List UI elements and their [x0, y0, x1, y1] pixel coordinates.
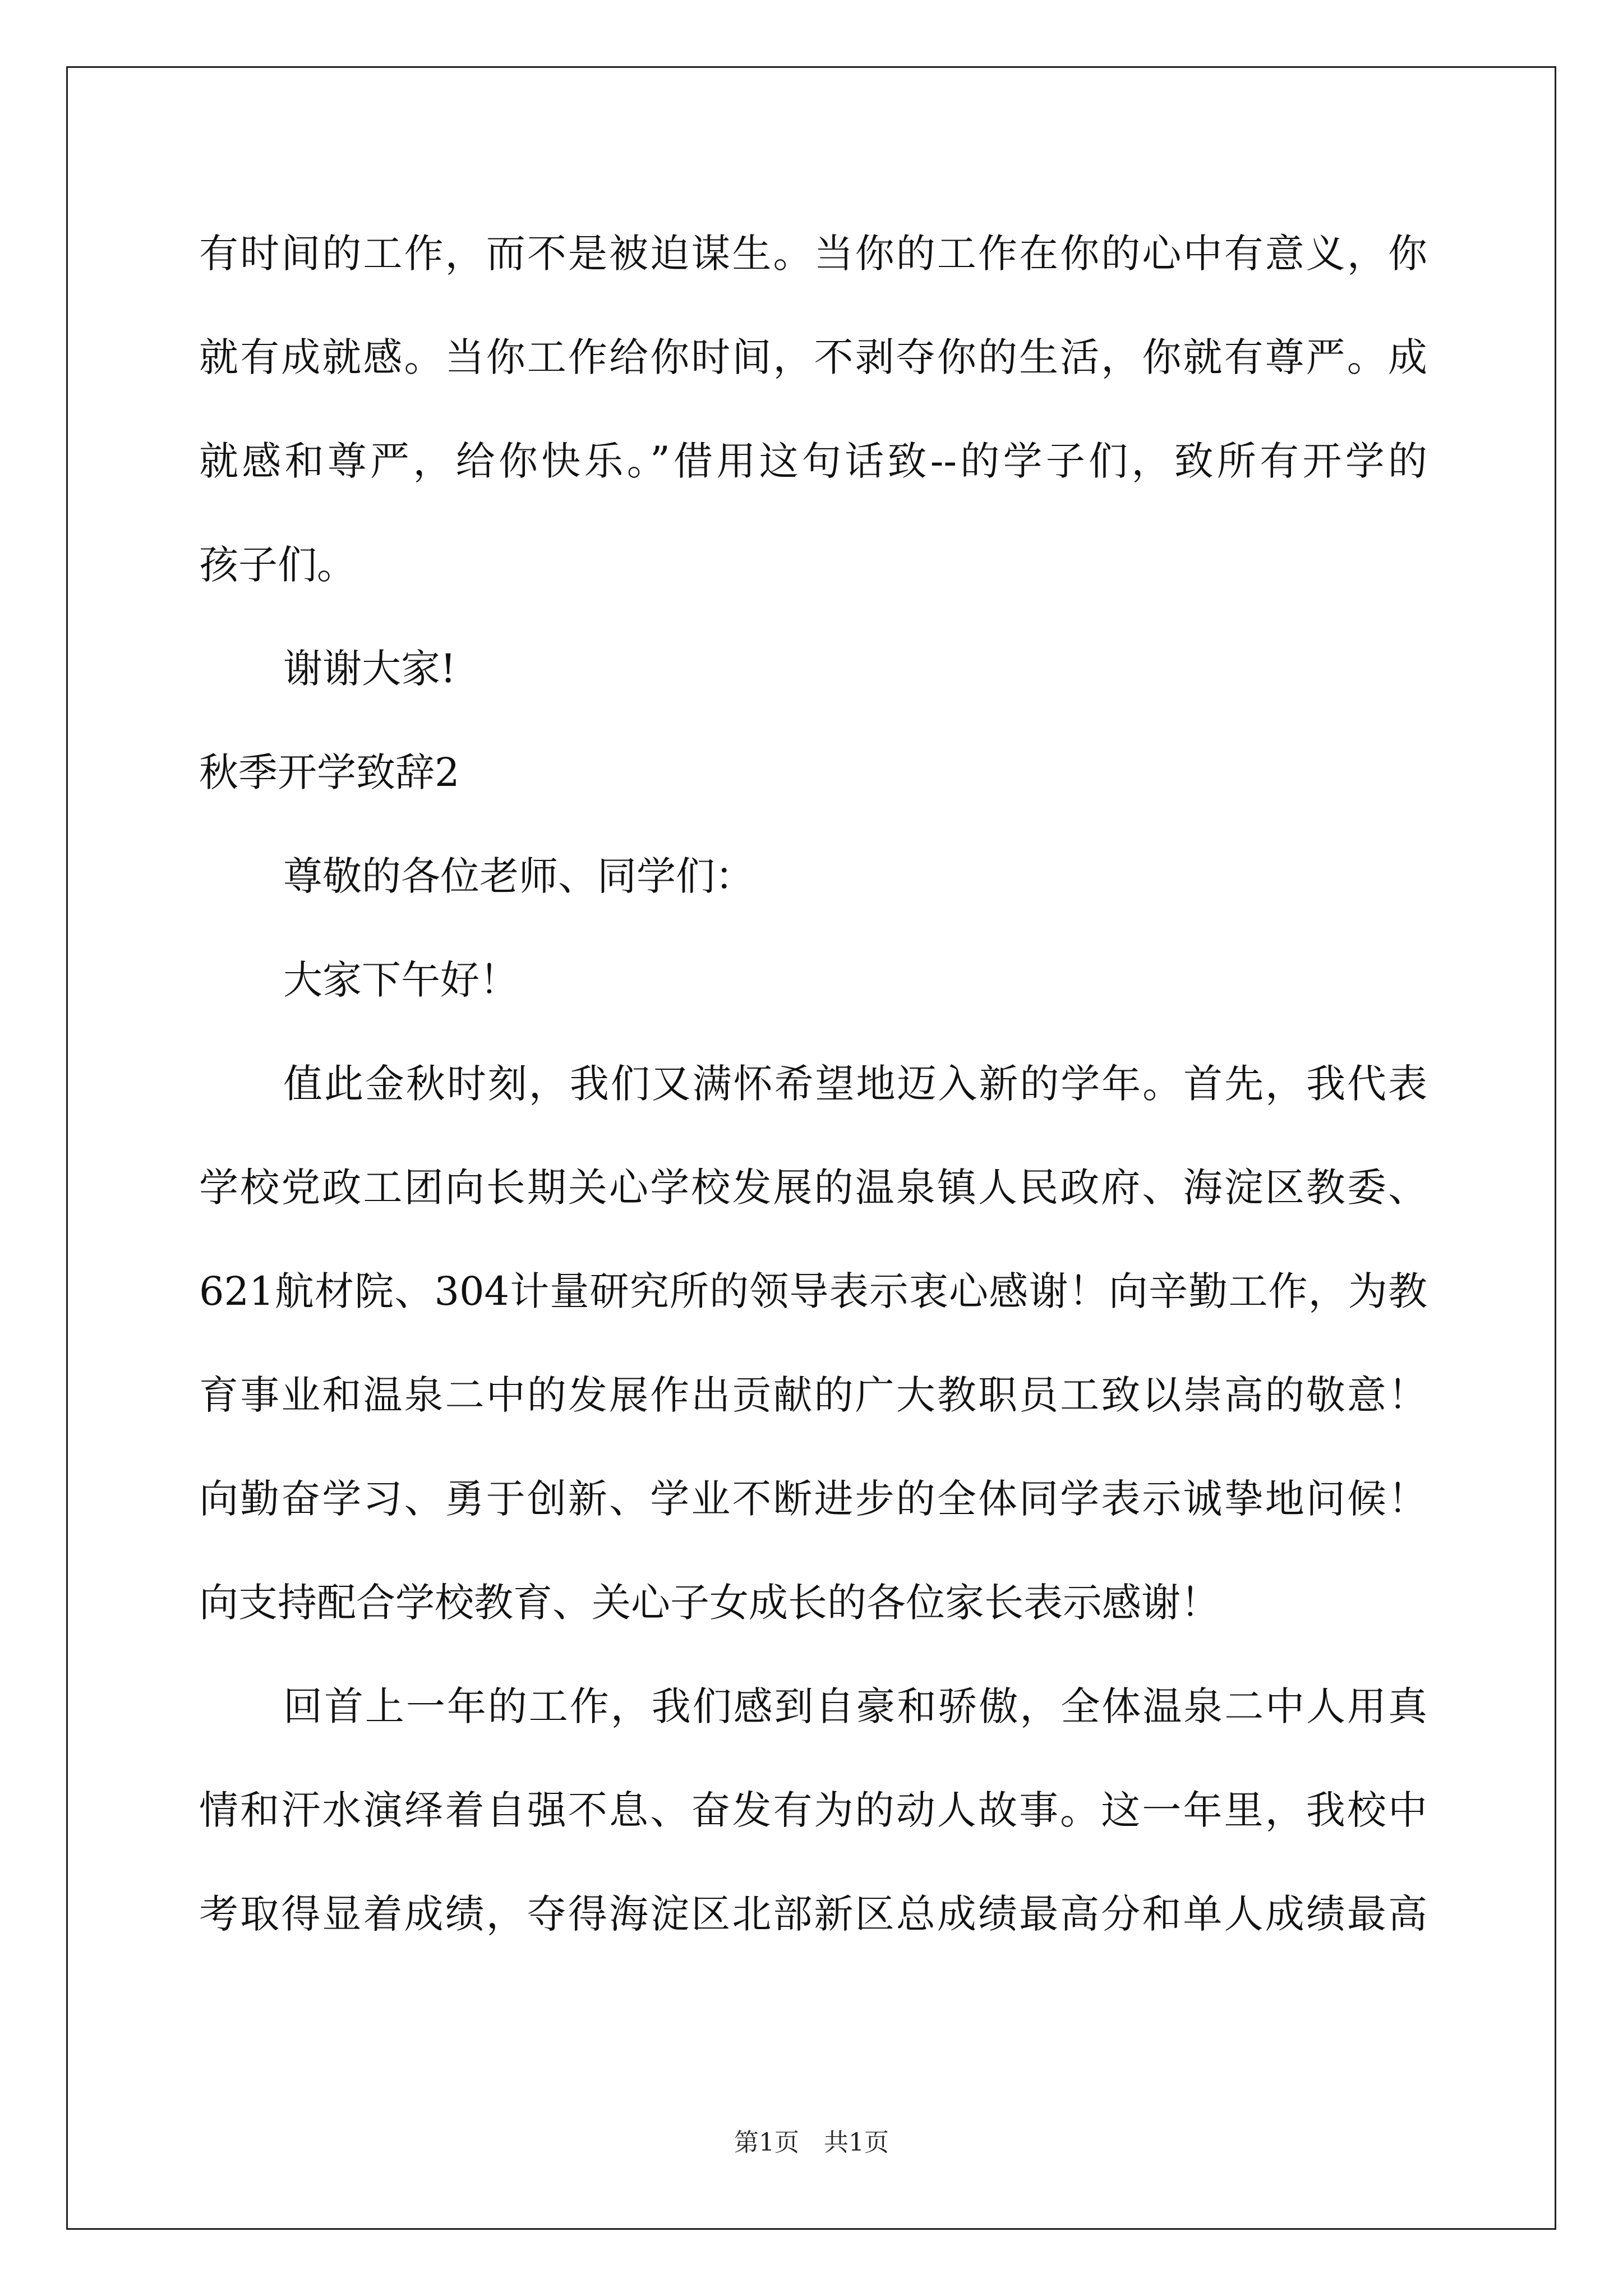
- greeting: 大家下午好！: [283, 957, 519, 1003]
- text-line: 回首上一年的工作，我们感到自豪和骄傲，全体温泉二中人用真: [283, 1683, 1427, 1729]
- text-line: 值此金秋时刻，我们又满怀希望地迈入新的学年。首先，我代表: [283, 1061, 1427, 1107]
- text-line: 考取得显着成绩，夺得海淀区北部新区总成绩最高分和单人成绩最高: [199, 1891, 1427, 1937]
- salutation: 尊敬的各位老师、同学们：: [283, 853, 754, 899]
- text-line: 学校党政工团向长期关心学校发展的温泉镇人民政府、海淀区教委、: [199, 1165, 1427, 1211]
- section-heading: 秋季开学致辞2: [199, 749, 460, 795]
- text-line: 就感和尊严，给你快乐。”借用这句话致--的学子们，致所有开学的: [199, 438, 1427, 484]
- text-line: 就有成就感。当你工作给你时间，不剥夺你的生活，你就有尊严。成: [199, 334, 1427, 380]
- page-number: 第1页 共1页: [734, 2128, 889, 2157]
- text-line: 孩子们。: [199, 542, 356, 588]
- text-line: 育事业和温泉二中的发展作出贡献的广大教职员工致以崇高的敬意！: [199, 1372, 1427, 1418]
- document-body: [199, 202, 1427, 1966]
- text-line: 向勤奋学习、勇于创新、学业不断进步的全体同学表示诚挚地问候！: [199, 1476, 1427, 1522]
- text-line: 情和汗水演绎着自强不息、奋发有为的动人故事。这一年里，我校中: [199, 1787, 1427, 1833]
- text-line: 谢谢大家!: [283, 646, 457, 692]
- text-line: 有时间的工作，而不是被迫谋生。当你的工作在你的心中有意义，你: [199, 231, 1427, 277]
- text-line: 621航材院、304计量研究所的领导表示衷心感谢！向辛勤工作，为教: [199, 1268, 1427, 1314]
- text-line: 向支持配合学校教育、关心子女成长的各位家长表示感谢！: [199, 1580, 1220, 1626]
